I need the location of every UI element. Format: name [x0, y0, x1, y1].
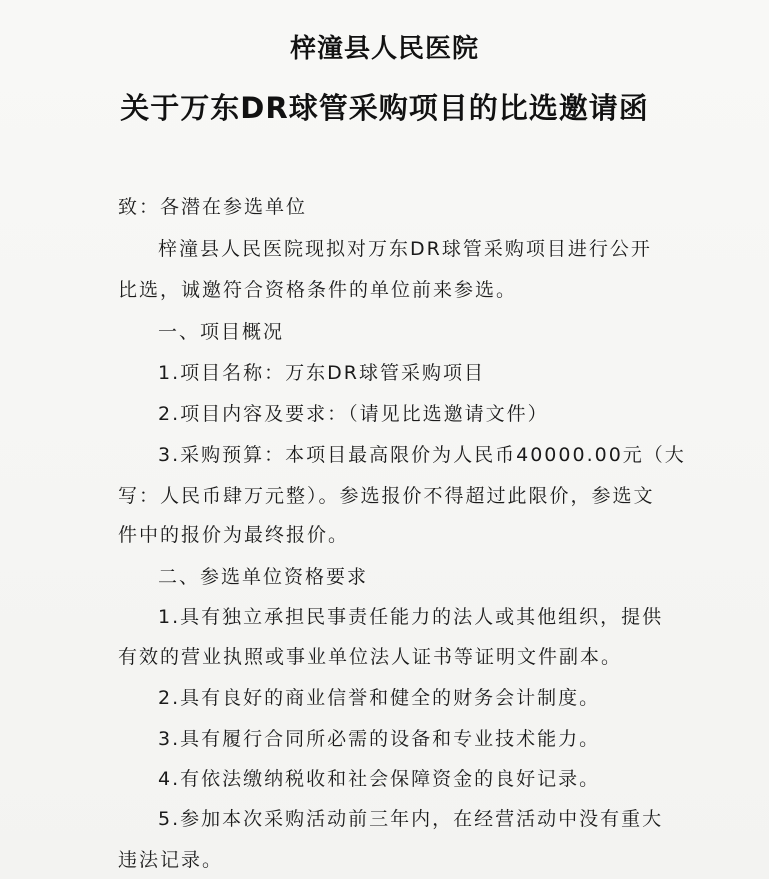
body-paragraph-line: 比选，诚邀符合资格条件的单位前来参选。	[118, 279, 518, 301]
list-item: 5.参加本次采购活动前三年内，在经营活动中没有重大	[158, 808, 664, 830]
section-heading-qualification: 二、参选单位资格要求	[158, 566, 369, 588]
list-item-continuation: 件中的报价为最终报价。	[118, 524, 350, 546]
list-item: 1.项目名称：万东DR球管采购项目	[158, 362, 485, 384]
list-item: 4.有依法缴纳税收和社会保障资金的良好记录。	[158, 768, 601, 790]
list-item: 2.项目内容及要求：（请见比选邀请文件）	[158, 403, 549, 425]
section-heading-overview: 一、项目概况	[158, 321, 285, 343]
list-item: 3.采购预算：本项目最高限价为人民币40000.00元（大	[158, 444, 686, 466]
list-item-continuation: 违法记录。	[118, 849, 224, 871]
list-item: 2.具有良好的商业信誉和健全的财务会计制度。	[158, 687, 601, 709]
document-title-hospital: 梓潼县人民医院	[289, 34, 479, 64]
list-item-continuation: 写：人民币肆万元整）。参选报价不得超过此限价，参选文	[118, 485, 655, 507]
salutation: 致：各潜在参选单位	[118, 196, 308, 218]
document-title-subject: 关于万东DR球管采购项目的比选邀请函	[120, 91, 649, 125]
list-item: 3.具有履行合同所必需的设备和专业技术能力。	[158, 728, 601, 750]
list-item: 1.具有独立承担民事责任能力的法人或其他组织，提供	[158, 606, 664, 628]
body-paragraph-line: 梓潼县人民医院现拟对万东DR球管采购项目进行公开	[158, 238, 652, 260]
list-item-continuation: 有效的营业执照或事业单位法人证书等证明文件副本。	[118, 646, 623, 668]
